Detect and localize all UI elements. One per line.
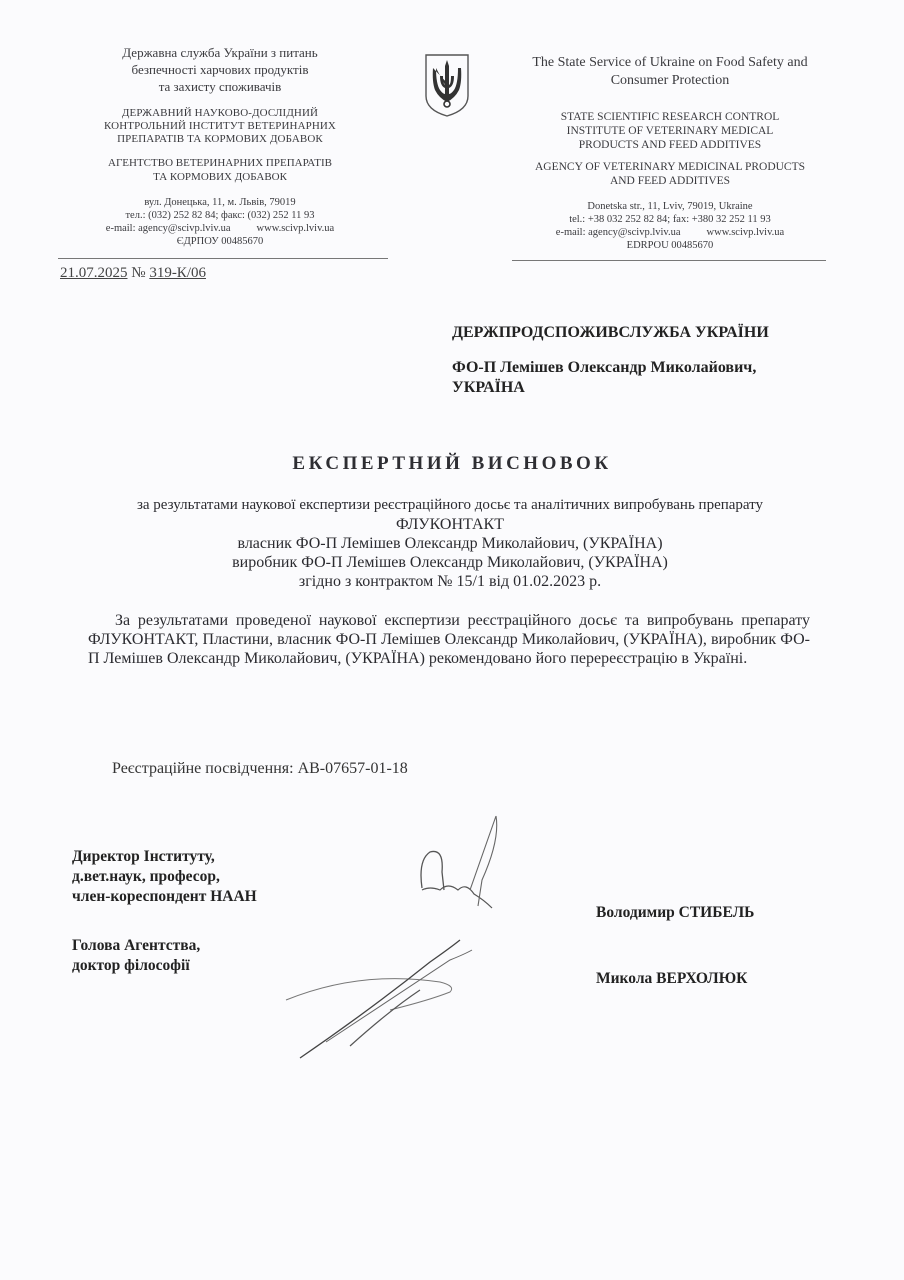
service-line: Державна служба України з питань [122,45,318,60]
service-line: The State Service of Ukraine on Food Safety and [532,55,808,70]
outgoing-date: 21.07.2025 [60,265,128,281]
signatory-1-name: Володимир СТИБЕЛЬ [596,904,755,921]
contract-line: згідно з контрактом № 15/1 від 01.02.2023 р. [298,573,602,590]
product-name: ФЛУКОНТАКТ [396,516,504,533]
address: Donetska str., 11, Lviv, 79019, Ukraine [587,201,753,212]
registry-code: EDRPOU 00485670 [626,240,714,251]
institute-line: PRODUCTS AND FEED ADDITIVES [578,139,762,151]
addressee-block [452,322,832,398]
header-divider-right [512,260,826,261]
title-line: д.вет.наук, професор, [72,868,220,885]
conclusion-paragraph: За результатами проведеної наукової експертизи реєстраційного досьє та випробувань препарату ФЛУКОНТАКТ, Пластини, власник ФО-П Лемішев Олександр Миколайович, (УКРАЇНА), виробник ФО-П Лемішев Олександр Миколайович, (УКРАЇНА) рекомендовано його перереєстрацію в Україні. [88,612,810,667]
phone-fax: тел.: (032) 252 82 84; факс: (032) 252 11 93 [125,210,315,221]
website-link[interactable]: www.scivp.lviv.ua [256,223,335,234]
institute-line: ДЕРЖАВНИЙ НАУКОВО-ДОСЛІДНИЙ [121,107,319,119]
service-line: та захисту споживачів [158,79,282,94]
service-name-ua [60,44,380,95]
service-line: безпечності харчових продуктів [131,62,309,77]
number-sign: № [131,265,146,281]
document-title: ЕКСПЕРТНИЙ ВИСНОВОК [292,453,612,474]
header-divider-left [58,258,388,259]
agency-line: АГЕНТСТВО ВЕТЕРИНАРНИХ ПРЕПАРАТІВ [108,157,332,169]
institute-name-en [505,110,835,152]
agency-line: ТА КОРМОВИХ ДОБАВОК [153,171,287,183]
addressee-person: ФО-П Лемішев Олександр Миколайович, [452,359,757,376]
institute-name-ua [60,107,380,146]
institute-line: ПРЕПАРАТІВ ТА КОРМОВИХ ДОБАВОК [117,133,323,145]
institute-line: КОНТРОЛЬНИЙ ІНСТИТУТ ВЕТЕРИНАРНИХ [104,120,336,132]
letterhead-left [60,44,380,248]
website-link[interactable]: www.scivp.lviv.ua [706,227,785,238]
service-line: Consumer Protection [610,73,730,88]
agency-name-ua [60,156,380,184]
service-name-en [505,54,835,90]
title-line: член-кореспондент НААН [72,888,257,905]
document-subtitle [60,496,840,591]
manufacturer-line: виробник ФО-П Лемішев Олександр Миколайович, (УКРАЇНА) [232,554,668,571]
agency-line: AGENCY OF VETERINARY MEDICINAL PRODUCTS [534,161,806,173]
email-link[interactable]: e-mail: agency@scivp.lviv.ua [555,227,681,238]
signature-1-scribble-icon [400,810,520,910]
owner-line: власник ФО-П Лемішев Олександр Миколайович, (УКРАЇНА) [237,535,663,552]
registry-code: ЄДРПОУ 00485670 [176,236,264,247]
title-line: Голова Агентства, [72,937,201,954]
trident-emblem-icon [423,52,471,118]
subtitle-line: за результатами наукової експертизи реєстраційного досьє та аналітичних випробувань препарату [136,497,764,513]
institute-line: INSTITUTE OF VETERINARY MEDICAL [566,125,774,137]
signatory-1-title [72,847,257,907]
agency-name-en [505,160,835,188]
contact-block-ua [60,196,380,248]
title-line: Директор Інституту, [72,848,215,865]
signatory-2-title [72,936,200,976]
addressee-country: УКРАЇНА [452,379,525,396]
email-link[interactable]: e-mail: agency@scivp.lviv.ua [105,223,231,234]
phone-fax: tel.: +38 032 252 82 84; fax: +380 32 252 11 93 [569,214,771,225]
agency-line: AND FEED ADDITIVES [609,175,731,187]
registration-certificate: Реєстраційне посвідчення: АВ-07657-01-18 [112,760,408,777]
outgoing-reference [60,265,206,282]
address: вул. Донецька, 11, м. Львів, 79019 [144,197,296,208]
signatory-2-name: Микола ВЕРХОЛЮК [596,970,748,987]
title-line: доктор філософії [72,957,190,974]
institute-line: STATE SCIENTIFIC RESEARCH CONTROL [560,111,780,123]
contact-block-en [505,200,835,252]
letterhead-right [505,54,835,252]
signature-2-scribble-icon [280,930,500,1070]
addressee-agency: ДЕРЖПРОДСПОЖИВСЛУЖБА УКРАЇНИ [452,324,769,341]
outgoing-number: 319-К/06 [149,265,206,281]
